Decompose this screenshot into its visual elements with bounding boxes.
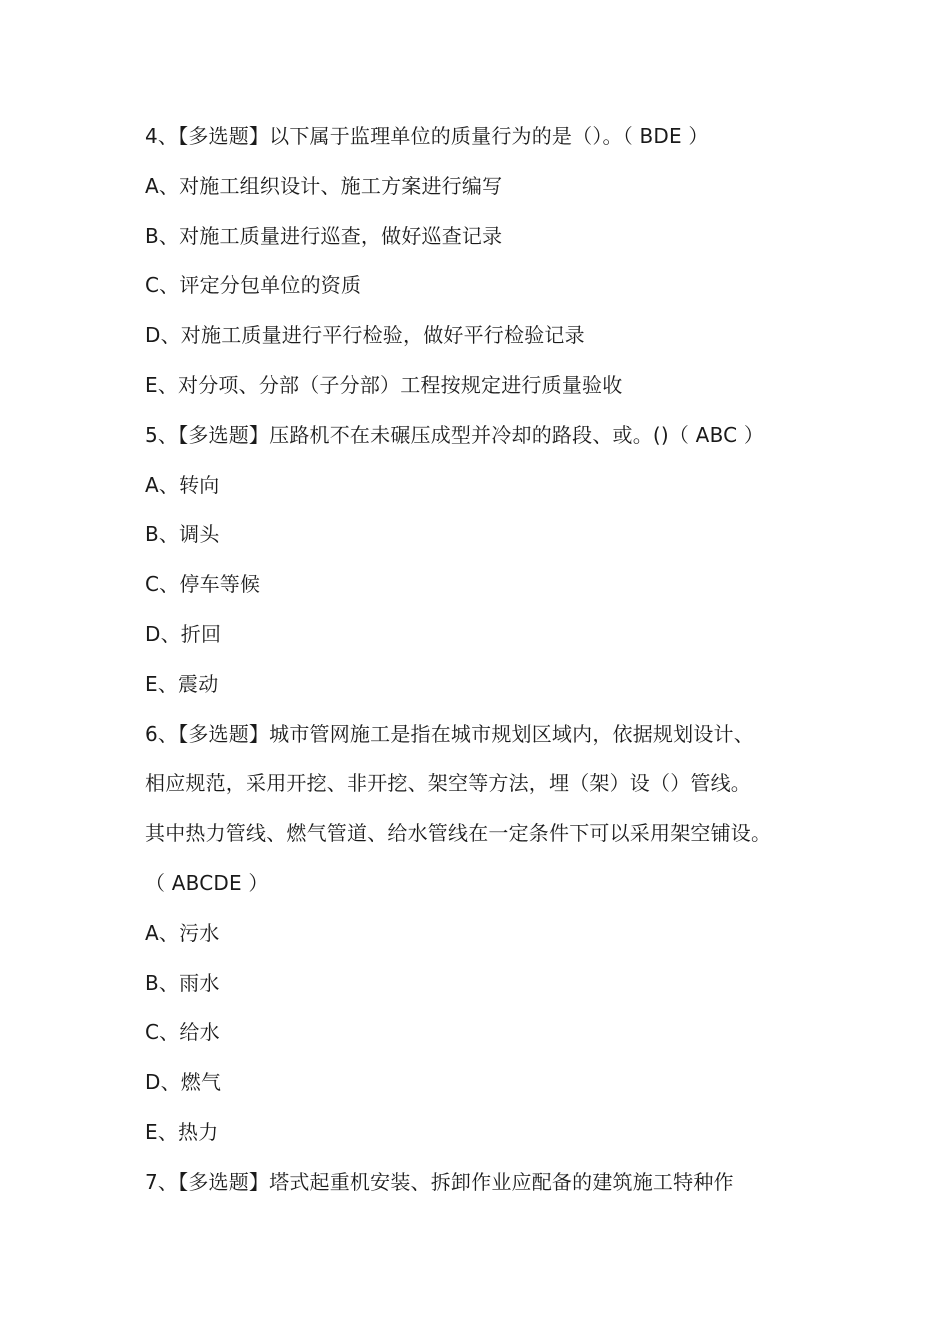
question-5-option-c: C、停车等候: [145, 572, 261, 597]
question-4-option-c: C、评定分包单位的资质: [145, 273, 362, 298]
question-6-option-e: E、热力: [145, 1119, 219, 1144]
question-5-option-d: D、折回: [145, 621, 222, 646]
question-6-option-a: A、污水: [145, 920, 220, 945]
question-6-stem-line-3: 其中热力管线、燃气管道、给水管线在一定条件下可以采用架空铺设。: [145, 821, 772, 846]
question-5-option-e: E、震动: [145, 671, 219, 696]
question-list: [145, 112, 815, 1208]
question-4-option-b: B、对施工质量进行巡查，做好巡查记录: [145, 223, 503, 248]
question-5-option-b: B、调头: [145, 522, 220, 547]
question-5-option-a: A、转向: [145, 472, 220, 497]
question-4-option-a: A、对施工组织设计、施工方案进行编写: [145, 173, 503, 198]
question-7-stem: 7、【多选题】塔式起重机安装、拆卸作业应配备的建筑施工特种作: [145, 1169, 734, 1194]
question-6-option-b: B、雨水: [145, 970, 220, 995]
question-4-stem: 4、【多选题】以下属于监理单位的质量行为的是（）。（ BDE ）: [145, 124, 709, 148]
question-6-stem-line-1: 6、【多选题】城市管网施工是指在城市规划区域内，依据规划设计、: [145, 721, 754, 746]
question-6-stem-line-4: （ ABCDE ）: [145, 870, 269, 895]
question-5-stem: 5、【多选题】压路机不在未碾压成型并冷却的路段、或。()（ ABC ）: [145, 422, 765, 447]
question-6-option-c: C、给水: [145, 1020, 220, 1045]
question-4-option-d: D、对施工质量进行平行检验，做好平行检验记录: [145, 323, 585, 348]
question-6-stem-line-2: 相应规范，采用开挖、非开挖、架空等方法，埋（架）设（）管线。: [145, 771, 751, 796]
question-4-option-e: E、对分项、分部（子分部）工程按规定进行质量验收: [145, 372, 623, 397]
question-6-option-d: D、燃气: [145, 1070, 222, 1095]
